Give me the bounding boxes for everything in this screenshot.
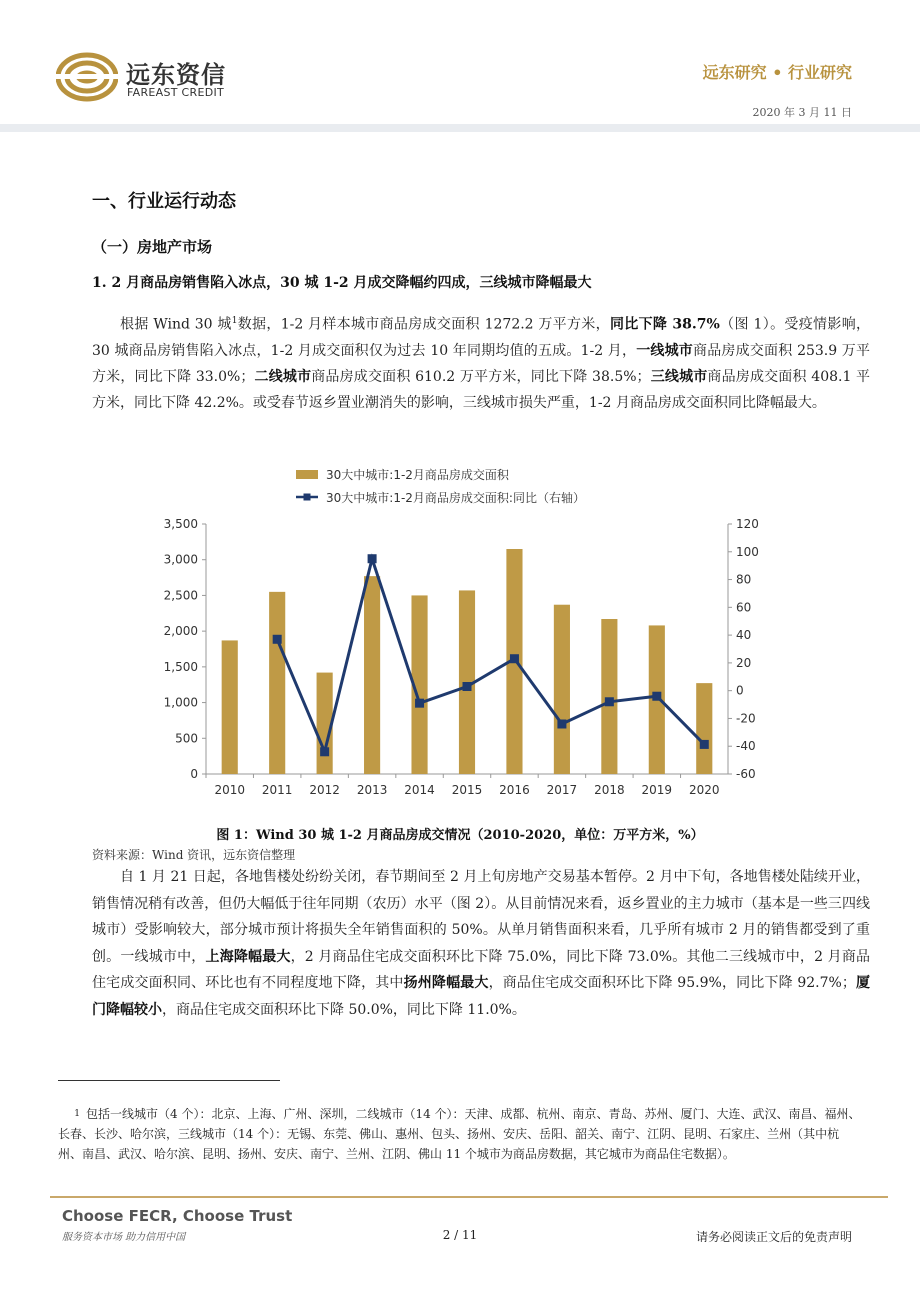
- yoy-point-2014: [415, 699, 424, 708]
- bar-2011: [269, 592, 285, 774]
- para1-text: （图 1）。受疫情影响，30 城商品房销售陷入冰点，1-2 月成交面积仅为过去 10 年同期均值的五成。1-2 月，: [92, 316, 871, 359]
- y-right-tick-label: 80: [736, 572, 752, 587]
- y-right-tick-label: 120: [736, 517, 759, 531]
- para2-bold: 上海降幅最大: [205, 948, 291, 965]
- yoy-point-2012: [320, 747, 329, 756]
- para1-bold: 一线城市: [636, 342, 694, 359]
- yoy-point-2015: [463, 682, 472, 691]
- yoy-point-2013: [368, 554, 377, 563]
- y-right-tick-label: 20: [736, 655, 752, 670]
- x-tick-label: 2013: [356, 783, 388, 797]
- y-left-tick-label: 1,000: [163, 695, 198, 710]
- x-tick-label: 2014: [404, 783, 435, 797]
- y-left-tick-label: 3,000: [163, 552, 198, 567]
- footer-slogan-sub: 服务资本市场 助力信用中国: [62, 1232, 186, 1243]
- footnote: [58, 1104, 862, 1164]
- y-left-tick-label: 3,500: [163, 517, 198, 531]
- section-title: 远东研究 • 行业研究: [702, 63, 852, 82]
- para1-text: 商品房成交面积 253.9 万平方米，同比下降 33.0%；: [92, 342, 871, 385]
- y-right-tick-label: 40: [736, 628, 752, 643]
- y-right-tick-label: 100: [736, 544, 759, 559]
- para1-text: 数据，1-2 月样本城市商品房成交面积 1272.2 万平方米，: [237, 316, 610, 333]
- y-right-tick-label: -40: [736, 739, 756, 754]
- y-right-tick-label: -20: [736, 711, 756, 726]
- figure-caption: 图 1：Wind 30 城 1-2 月商品房成交情况（2010-2020，单位：万平方米，%）: [216, 828, 704, 843]
- para1-bold: 二线城市: [254, 368, 312, 385]
- x-tick-label: 2016: [499, 783, 530, 797]
- y-left-tick-label: 2,000: [163, 624, 198, 639]
- legend-swatch-marker: [304, 494, 311, 501]
- legend-label-line: 30大中城市:1-2月商品房成交面积:同比（右轴）: [326, 491, 585, 505]
- bar-2010: [222, 640, 238, 774]
- y-left-tick-label: 1,500: [163, 659, 198, 674]
- para2-text: ，商品住宅成交面积环比下降 50.0%，同比下降 11.0%。: [162, 1001, 526, 1018]
- para1-text: 根据 Wind 30 城: [120, 316, 232, 333]
- footnote-divider: [58, 1080, 280, 1081]
- heading-level-1: 一、行业运行动态: [92, 191, 236, 212]
- x-tick-label: 2011: [261, 783, 293, 797]
- para1-bold: 三线城市: [650, 368, 708, 385]
- logo-text-cn: 远东资信: [126, 61, 226, 89]
- y-right-tick-label: 60: [736, 600, 752, 615]
- x-tick-label: 2015: [451, 783, 483, 797]
- bar-2013: [364, 576, 380, 774]
- footnote-text: 包括一线城市（4 个）：北京、上海、广州、深圳，二线城市（14 个）：天津、成都、杭州、南京、青岛、苏州、厦门、大连、武汉、南昌、福州、长春、长沙、哈尔滨，三线城市（14 个）：无锡、东莞、佛山、惠州、包头、扬州、安庆、岳阳、韶关、南宁、江阴、昆明、石家庄、兰州（其中杭州、南昌、武汉、哈尔滨、昆明、扬州、安庆、南宁、兰州、江阴、佛山 11 个城市为商品房数据，其它城市为商品住宅数据）。: [58, 1107, 861, 1161]
- logo-text-en: FAREAST CREDIT: [127, 86, 225, 99]
- x-tick-label: 2018: [594, 783, 625, 797]
- y-right-tick-label: -60: [736, 767, 756, 781]
- paragraph-1: [92, 308, 870, 416]
- x-tick-label: 2017: [546, 783, 578, 797]
- footer-disclaimer: 请务必阅读正文后的免责声明: [695, 1230, 852, 1244]
- x-tick-label: 2020: [688, 783, 720, 797]
- bar-2017: [554, 605, 570, 774]
- para2-text: ，商品住宅成交面积环比下降 95.9%，同比下降 92.7%；: [488, 975, 856, 991]
- figure-source: 资料来源：Wind 资讯，远东资信整理: [92, 848, 296, 862]
- yoy-point-2018: [605, 697, 614, 706]
- x-tick-label: 2012: [309, 783, 340, 797]
- y-left-tick-label: 500: [175, 731, 198, 746]
- paragraph-2: [92, 864, 870, 1023]
- header-divider: [0, 124, 920, 132]
- heading-level-2: （一）房地产市场: [92, 238, 213, 256]
- footnote-mark: 1: [74, 1109, 80, 1119]
- bar-2020: [696, 683, 712, 774]
- para2-text: 自 1 月 21 日起，各地售楼处纷纷关闭，春节期间至 2 月上旬房地产交易基本暂停。2 月中下旬，各地售楼处陆续开业，销售情况稍有改善，但仍大幅低于往年同期（农历）水平（图 2）。从目前情况来看，返乡置业的主力城市（基本是一些三四线城市）受影响较大，部分城市预计将损失全年销售面积的 50%。从单月销售面积来看，几乎所有城市 2 月的销售都受到了重创。一线城市中，: [92, 869, 870, 965]
- para2-text: ，2 月商品住宅成交面积环比下降 75.0%，同比下降 73.0%。其他二三线城市中，2 月商品住宅成交面积同、环比也有不同程度地下降，其中: [92, 948, 871, 991]
- yoy-point-2016: [510, 654, 519, 663]
- yoy-line: [277, 559, 704, 752]
- yoy-point-2019: [652, 692, 661, 701]
- footer-slogan: Choose FECR, Choose Trust: [62, 1207, 293, 1225]
- x-tick-label: 2010: [214, 783, 246, 797]
- para1-text: 商品房成交面积 610.2 万平方米，同比下降 38.5%；: [311, 368, 651, 385]
- y-left-tick-label: 0: [190, 767, 198, 781]
- page-number: 2 / 11: [442, 1228, 478, 1242]
- legend-swatch-bar: [296, 470, 318, 479]
- footnote-ref[interactable]: 1: [231, 316, 238, 326]
- page-header: [0, 0, 920, 130]
- sales-area-chart: [140, 458, 780, 808]
- legend-label-bar: 30大中城市:1-2月商品房成交面积: [326, 468, 509, 482]
- yoy-point-2020: [700, 740, 709, 749]
- fareast-logo-icon: [56, 52, 118, 102]
- para1-text: 商品房成交面积 408.1 平方米，同比下降 42.2%。或受春节返乡置业潮消失的影响，三线城市损失严重，1-2 月商品房成交面积同比降幅最大。: [92, 368, 870, 411]
- para2-bold: 扬州降幅最大: [403, 975, 489, 991]
- y-left-tick-label: 2,500: [163, 588, 198, 603]
- yoy-point-2017: [557, 720, 566, 729]
- bar-2018: [601, 619, 617, 774]
- y-right-tick-label: 0: [736, 683, 744, 698]
- para1-bold: 同比下降 38.7%: [609, 316, 720, 333]
- yoy-point-2011: [273, 635, 282, 644]
- footer-divider: [50, 1196, 888, 1198]
- report-date: 2020 年 3 月 11 日: [752, 106, 852, 119]
- heading-level-3: 1. 2 月商品房销售陷入冰点，30 城 1-2 月成交降幅约四成，三线城市降幅最大: [92, 275, 592, 291]
- para2-bold: 厦门降幅较小: [92, 975, 871, 1018]
- x-tick-label: 2019: [641, 783, 673, 797]
